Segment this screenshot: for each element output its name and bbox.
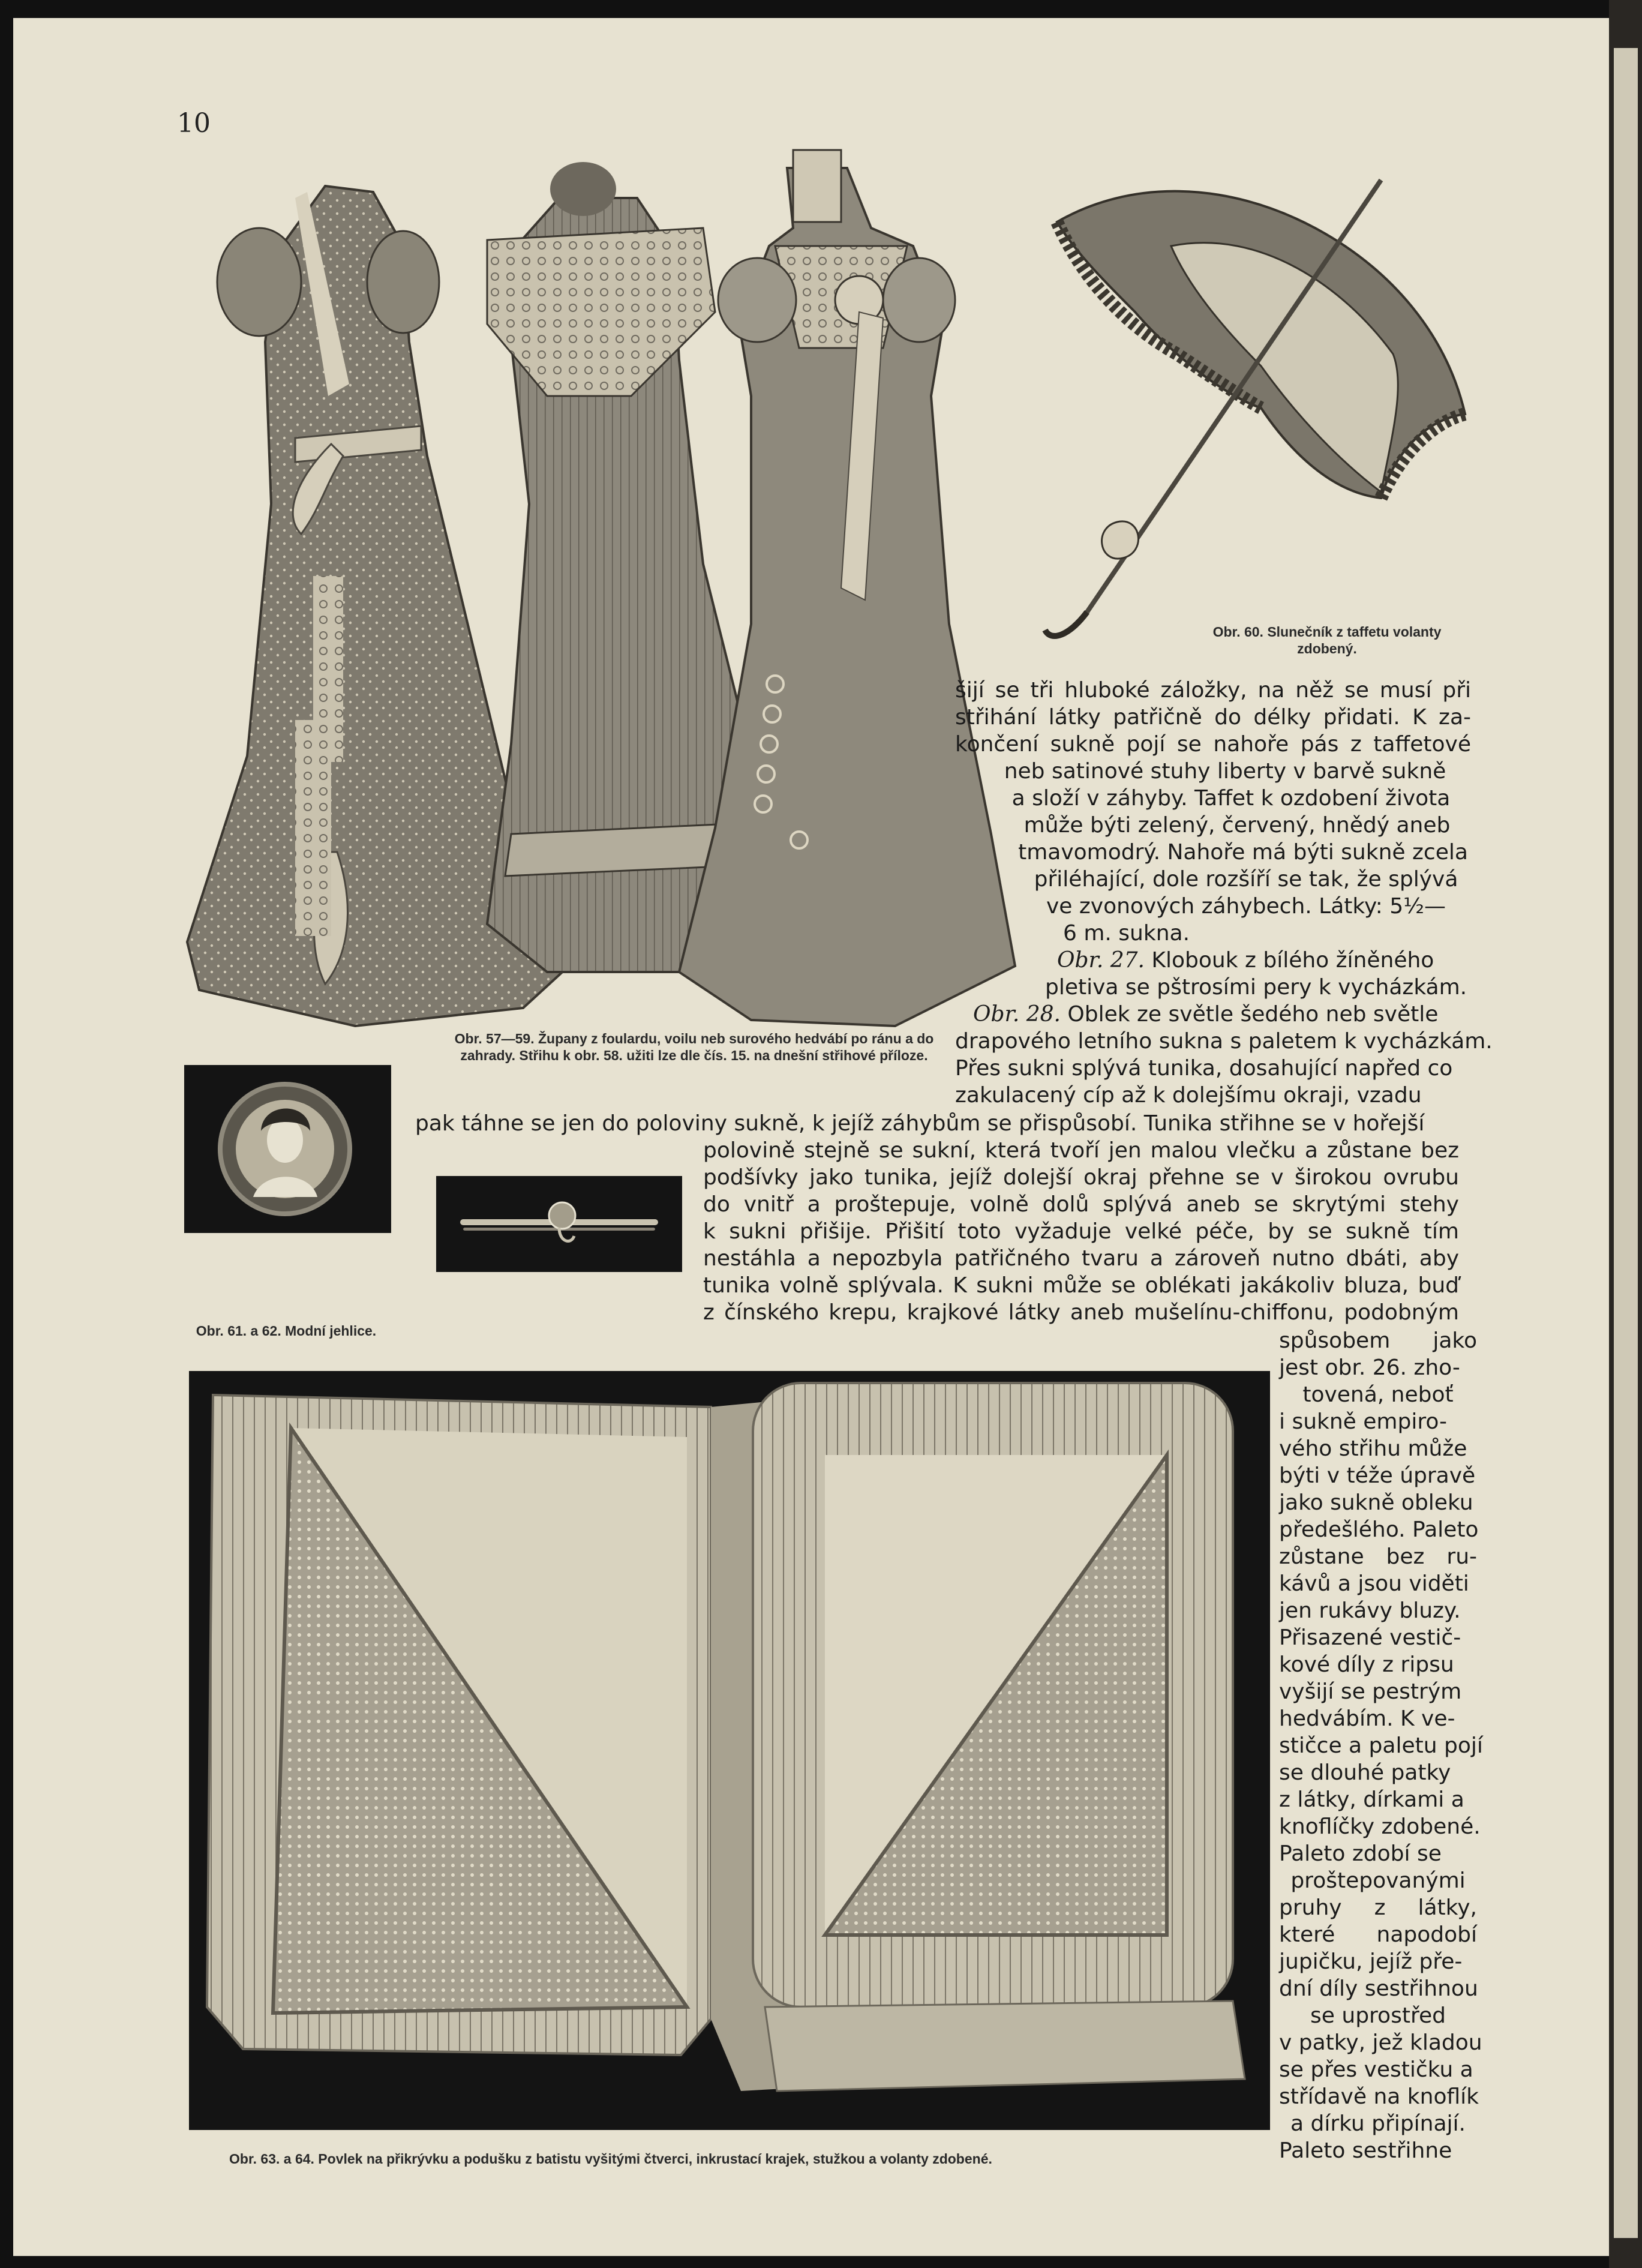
text-line: končení sukně pojí se nahoře pás z taffetové [955, 732, 1471, 757]
text-line: kové díly z ripsu [1279, 1652, 1454, 1677]
text-line: v patky, jež kladou [1279, 2030, 1482, 2055]
figure-reference: Obr. 27. [1057, 948, 1145, 973]
text-line: přiléhající, dole rozšíří se tak, že splývá [1034, 867, 1458, 892]
text-line: do vnitř a proštepuje, volně dolů splývá aneb se skrytými stehy [703, 1192, 1459, 1217]
text-line: a dírku připínají. [1290, 2111, 1466, 2136]
text-line: jako sukně obleku [1279, 1490, 1473, 1515]
text-line: knoflíčky zdobené. [1279, 1814, 1481, 1839]
text-line: jen rukávy bluzy. [1279, 1598, 1461, 1623]
text-line: ve zvonových záhybech. Látky: 5½— [1046, 894, 1446, 919]
text-line: se přes vestičku a [1279, 2057, 1473, 2082]
text-line: z čínského krepu, krajkové látky aneb mušelínu-chiffonu, podobným [703, 1300, 1459, 1325]
text-line: drapového letního sukna s paletem k vycházkám. [955, 1029, 1493, 1054]
text-line: tovená, neboť [1302, 1382, 1454, 1407]
adjacent-page-edge [1609, 0, 1642, 2268]
text-line: i sukně empiro- [1279, 1409, 1448, 1434]
text-line: se dlouhé patky [1279, 1760, 1451, 1785]
body-text-column [1279, 1327, 1483, 2164]
bedding-photo [189, 1371, 1270, 2130]
text-line: jupičku, jejíž pře- [1279, 1949, 1463, 1974]
text-line: jest obr. 26. zho- [1279, 1355, 1460, 1380]
text-line: Paleto sestřihne [1279, 2138, 1452, 2163]
text-line: Přisazené vestič- [1279, 1625, 1461, 1650]
text-line: kávů a jsou viděti [1279, 1571, 1469, 1596]
text-line: pletiva se pštrosími pery k vycházkám. [1045, 975, 1467, 1000]
text-line: Klobouk z bílého žíněného [1151, 948, 1434, 973]
text-line: střihání látky patřičně do délky přidati. K za- [955, 705, 1471, 730]
text-line: k sukni přišije. Přišití toto vyžaduje velké péče, by se sukně tím [703, 1219, 1459, 1244]
text-line: a složí v záhyby. Taffet k ozdobení života [1011, 786, 1451, 811]
parasol-caption: Obr. 60. Slunečník z taffetu volanty zdobený. [1212, 624, 1442, 656]
pins-caption: Obr. 61. a 62. Modní jehlice. [196, 1323, 377, 1339]
gowns-caption: Obr. 57—59. Župany z foulardu, voilu neb surového hedvábí po ránu a do zahrady. Střihu k obr. 58. užiti lze dle čís. 15. na dnešní střihové příloze. [454, 1031, 934, 1063]
text-line: předešlého. Paleto [1279, 1517, 1479, 1542]
text-line: šijí se tři hluboké záložky, na něž se musí při [955, 678, 1471, 703]
text-line: Přes sukni splývá tunika, dosahující napřed co [955, 1056, 1453, 1081]
text-line: 6 m. sukna. [1063, 921, 1190, 946]
body-text-block-3 [703, 1137, 1459, 1326]
text-line: nestáhla a nepozbyla patřičného tvaru a zároveň nutno dbáti, aby [703, 1246, 1459, 1271]
body-text-wide-line: pak táhne se jen do poloviny sukně, k jejíž záhybům se přispůsobí. Tunika střihne se v hořejší [415, 1111, 1425, 1136]
text-line: proštepovanými [1290, 1868, 1466, 1893]
text-line: neb satinové stuhy liberty v barvě sukně [1004, 759, 1446, 784]
text-line: hedvábím. K ve- [1279, 1706, 1455, 1731]
text-line: dní díly sestřihnou [1279, 1976, 1478, 2001]
figure-reference: Obr. 28. [973, 1002, 1061, 1027]
text-line: z látky, dírkami a [1279, 1787, 1464, 1812]
text-line: Paleto zdobí se [1279, 1841, 1442, 1866]
text-line: polovině stejně se sukní, která tvoří jen malou vlečku a zůstane bez [703, 1138, 1459, 1163]
text-line: vyšijí se pestrým [1279, 1679, 1462, 1704]
text-line: vého střihu může [1279, 1436, 1467, 1461]
text-line: pruhy z látky, [1279, 1895, 1477, 1920]
text-line: může býti zelený, červený, hnědý aneb [1023, 813, 1451, 838]
text-line: zůstane bez ru- [1279, 1544, 1477, 1569]
text-line: podšívky jako tunika, jejíž dolejší okraj přehne se v širokou ovrubu [703, 1165, 1459, 1190]
page-number: 10 [177, 108, 211, 139]
text-line: tmavomodrý. Nahoře má býti sukně zcela [1018, 840, 1468, 865]
text-line: se uprostřed [1310, 2003, 1446, 2028]
parasol-illustration [1033, 156, 1501, 660]
magazine-page [13, 18, 1609, 2256]
text-line: střídavě na knoflík [1279, 2084, 1479, 2109]
text-line: Oblek ze světle šedého neb světle [1067, 1002, 1439, 1027]
text-line: které napodobí [1279, 1922, 1477, 1947]
body-text-block-1 [955, 677, 1493, 1109]
gowns-illustration [175, 144, 1057, 1032]
text-line: spůsobem jako [1279, 1328, 1477, 1353]
text-line: tunika volně splývala. K sukni může se oblékati jakákoliv bluza, buď [703, 1273, 1459, 1298]
bar-pin-photo [436, 1176, 682, 1272]
text-line: stičce a paletu pojí [1279, 1733, 1483, 1758]
text-line: zakulacený cíp až k dolejšímu okraji, vzadu [955, 1083, 1422, 1108]
brooch-pin-photo [184, 1065, 391, 1233]
text-line: býti v téže úpravě [1279, 1463, 1476, 1488]
bedding-caption: Obr. 63. a 64. Povlek na přikrývku a podušku z batistu vyšitými čtverci, inkrustací krajek, stužkou a volanty zdobené. [229, 2151, 992, 2167]
